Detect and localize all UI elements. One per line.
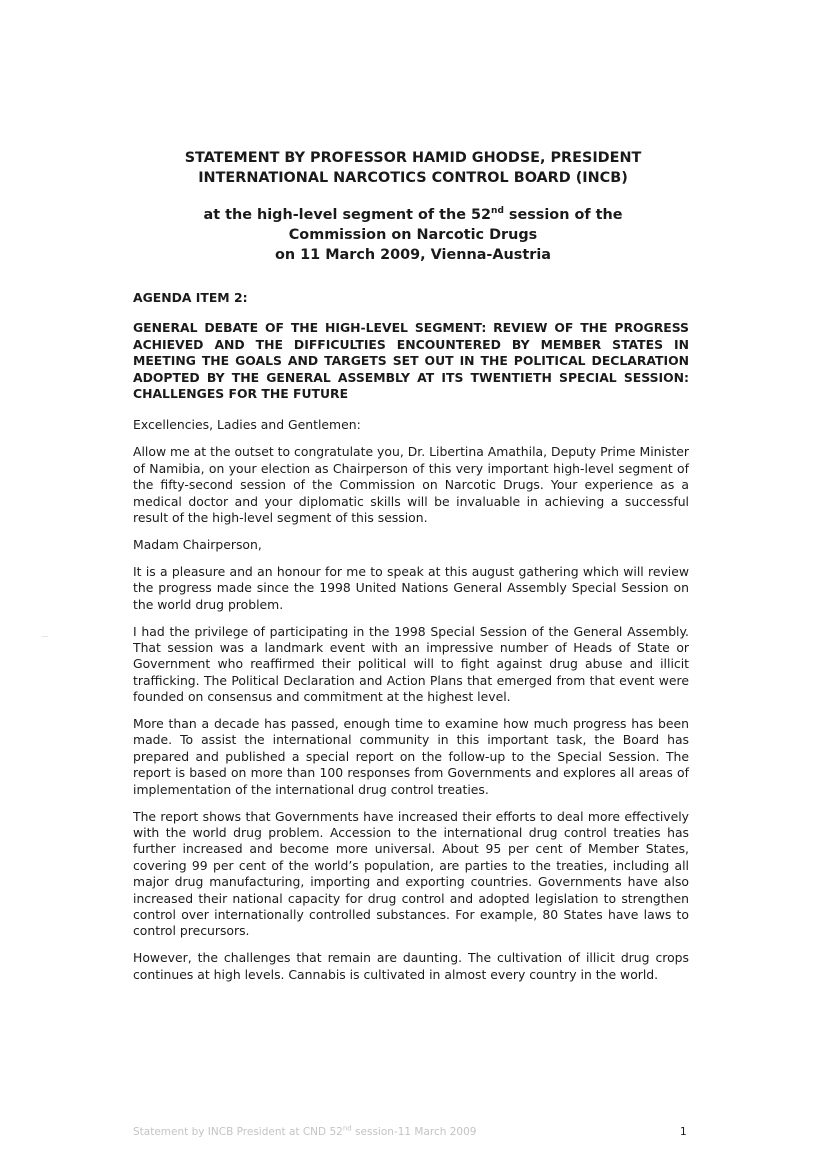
paragraph-pleasure: It is a pleasure and an honour for me to speak at this august gathering which will review the progress made since the 1998 United Nations General Assembly Special Session on the world drug problem.: [133, 563, 689, 612]
title-line-1: STATEMENT BY PROFESSOR HAMID GHODSE, PRESIDENT: [184, 150, 642, 166]
session-subtitle: [130, 205, 696, 265]
page-number: 1: [680, 1126, 687, 1138]
subtitle-line-1-end: session of the: [503, 207, 623, 223]
subtitle-line-2: Commission on Narcotic Drugs: [288, 227, 538, 243]
paragraph-congratulations: Allow me at the outset to congratulate you, Dr. Libertina Amathila, Deputy Prime Minister of Namibia, on your election as Chairperson of this very important high-level segment of the fifty-second session of the Commission on Narcotic Drugs. Your experience as a medical doctor and your diplomatic skills will be invaluable in achieving a successful result of the high-level segment of this session.: [133, 444, 689, 525]
paragraph-privilege: I had the privilege of participating in the 1998 Special Session of the General Assembly. That session was a landmark event with an impressive number of Heads of State or Government who reaffirmed their political will to fight against drug abuse and illicit trafficking. The Political Declaration and Action Plans that emerged from that event were founded on consensus and commitment at the highest level.: [133, 623, 689, 705]
page-footer: [133, 1126, 476, 1138]
footer-text-start: Statement by INCB President at CND 52: [133, 1126, 343, 1138]
subtitle-line-1-start: at the high-level segment of the 52: [203, 207, 492, 223]
paragraph-address: Madam Chairperson,: [133, 536, 262, 552]
subtitle-ordinal-suffix: nd: [491, 206, 504, 217]
margin-mark: [42, 636, 48, 637]
agenda-heading: GENERAL DEBATE OF THE HIGH-LEVEL SEGMENT: REVIEW OF THE PROGRESS ACHIEVED AND THE DIFFICULTIES ENCOUNTERED BY MEMBER STATES IN MEETING THE GOALS AND TARGETS SET OUT IN THE POLITICAL DECLARATION ADOPTED BY THE GENERAL ASSEMBLY AT ITS TWENTIETH SPECIAL SESSION: CHALLENGES FOR THE FUTURE: [133, 320, 689, 402]
paragraph-challenges: However, the challenges that remain are daunting. The cultivation of illicit drug crops continues at high levels. Cannabis is cultivated in almost every country in the world.: [133, 950, 689, 982]
paragraph-decade: More than a decade has passed, enough time to examine how much progress has been made. To assist the international community in this important task, the Board has prepared and published a special report on the follow-up to the Special Session. The report is based on more than 100 responses from Governments and explores all areas of implementation of the international drug control treaties.: [133, 716, 689, 797]
statement-title: [130, 148, 696, 188]
subtitle-line-1: [130, 205, 696, 225]
statement-body: [133, 290, 689, 994]
subtitle-line-3: on 11 March 2009, Vienna-Austria: [275, 247, 551, 263]
paragraph-report: The report shows that Governments have increased their efforts to deal more effectively with the world drug problem. Accession to the international drug control treaties has further increased and become more universal. About 95 per cent of Member States, covering 99 per cent of the world’s population, are parties to the treaties, including all major drug manufacturing, importing and exporting countries. Governments have also increased their national capacity for drug control and adopted legislation to strengthen control over internationally controlled substances. For example, 80 States have laws to control precursors.: [133, 808, 689, 939]
footer-ordinal-suffix: nd: [342, 1124, 352, 1133]
title-line-2: INTERNATIONAL NARCOTICS CONTROL BOARD (INCB): [198, 170, 628, 186]
agenda-item-label: AGENDA ITEM 2:: [133, 290, 248, 305]
footer-text-end: session-11 March 2009: [351, 1126, 477, 1138]
paragraph-greeting: Excellencies, Ladies and Gentlemen:: [133, 417, 361, 433]
